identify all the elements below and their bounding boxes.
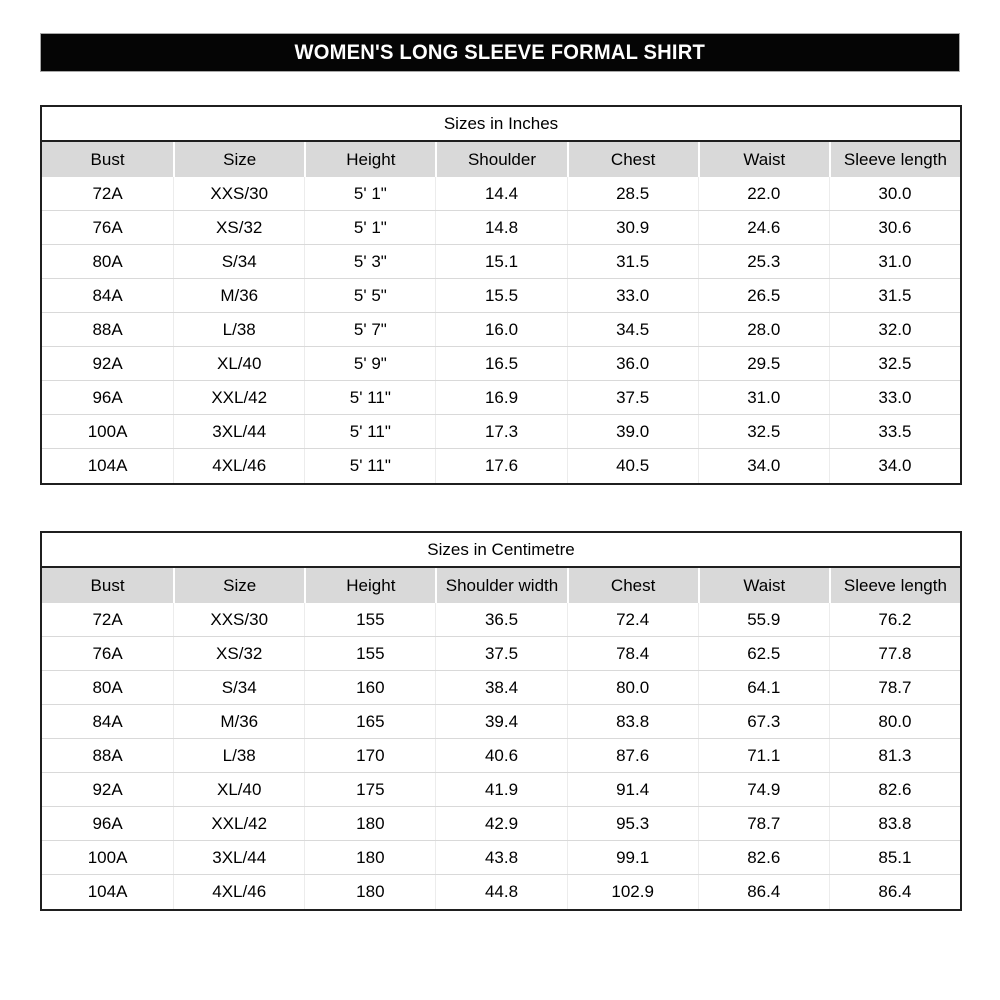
- size-table-inches: [40, 105, 962, 485]
- table-cell: 86.4: [829, 875, 960, 909]
- header-cell: Chest: [567, 568, 698, 603]
- table-cell: 80.0: [567, 671, 698, 704]
- table-cell: 25.3: [698, 245, 829, 278]
- table-cell: 74.9: [698, 773, 829, 806]
- table-cell: 88A: [92, 745, 123, 765]
- table-cell: 82.6: [698, 841, 829, 874]
- table-cell: 78.7: [829, 671, 960, 704]
- page-title: WOMEN'S LONG SLEEVE FORMAL SHIRT: [294, 40, 706, 64]
- table-cell: 36.0: [567, 347, 698, 380]
- table-cell: 38.4: [435, 671, 566, 704]
- table-cell: XL/40: [173, 347, 304, 380]
- table-cell: 92A: [92, 353, 123, 373]
- table-cell: 72A: [92, 609, 123, 629]
- table-cell: 34.0: [829, 449, 960, 483]
- table-row: [42, 279, 960, 313]
- table-cell: 180: [304, 807, 435, 840]
- table-cell: 180: [304, 841, 435, 874]
- table-cell: 37.5: [567, 381, 698, 414]
- table-cell: 30.0: [829, 177, 960, 210]
- table-cell: 3XL/44: [173, 415, 304, 448]
- table-cell: 155: [304, 637, 435, 670]
- table-row: [42, 603, 960, 637]
- table-cell: 92A: [92, 779, 123, 799]
- header-row: [42, 568, 960, 603]
- table-cell: 40.5: [567, 449, 698, 483]
- table-cell: 30.6: [829, 211, 960, 244]
- table-cell: 26.5: [698, 279, 829, 312]
- table-cell: XL/40: [173, 773, 304, 806]
- table-cell: M/36: [173, 279, 304, 312]
- table-body: [42, 603, 960, 909]
- table-cell: XXL/42: [173, 381, 304, 414]
- table-cell: 102.9: [567, 875, 698, 909]
- header-cell: Shoulder width: [435, 568, 566, 603]
- table-cell: 175: [304, 773, 435, 806]
- table-cell: 85.1: [829, 841, 960, 874]
- table-cell: 5' 1": [304, 211, 435, 244]
- header-cell: Height: [304, 568, 435, 603]
- table-cell: 76A: [92, 217, 123, 237]
- table-cell: 5' 1": [304, 177, 435, 210]
- table-cell: 37.5: [435, 637, 566, 670]
- table-cell: 78.4: [567, 637, 698, 670]
- table-cell: 29.5: [698, 347, 829, 380]
- table-row: [42, 449, 960, 483]
- table-cell: 83.8: [829, 807, 960, 840]
- table-cell: 4XL/46: [173, 449, 304, 483]
- table-cell: 15.5: [435, 279, 566, 312]
- header-row: [42, 142, 960, 177]
- table-cell: 16.5: [435, 347, 566, 380]
- table-row: [42, 739, 960, 773]
- table-row: [42, 313, 960, 347]
- table-cell: 16.0: [435, 313, 566, 346]
- table-cell: 165: [304, 705, 435, 738]
- table-cell: 5' 11": [304, 381, 435, 414]
- table-cell: 39.4: [435, 705, 566, 738]
- table-row: [42, 807, 960, 841]
- table-body: [42, 177, 960, 483]
- table-cell: 42.9: [435, 807, 566, 840]
- table-cell: 31.5: [829, 279, 960, 312]
- header-cell: Sleeve length: [829, 142, 960, 177]
- table-cell: 34.5: [567, 313, 698, 346]
- table-cell: 32.5: [829, 347, 960, 380]
- table-row: [42, 381, 960, 415]
- header-cell: Sleeve length: [829, 568, 960, 603]
- table-cell: 33.0: [829, 381, 960, 414]
- table-cell: 55.9: [698, 603, 829, 636]
- table-cell: 77.8: [829, 637, 960, 670]
- table-row: [42, 773, 960, 807]
- table-cell: XS/32: [173, 637, 304, 670]
- table-cell: 31.5: [567, 245, 698, 278]
- table-cell: 80A: [92, 677, 123, 697]
- header-cell: Height: [304, 142, 435, 177]
- table-cell: XXL/42: [173, 807, 304, 840]
- table-cell: 14.4: [435, 177, 566, 210]
- table-cell: 84A: [92, 711, 123, 731]
- title-banner: [40, 33, 960, 72]
- table-row: [42, 211, 960, 245]
- table-cell: 100A: [87, 421, 128, 441]
- header-cell: Shoulder: [435, 142, 566, 177]
- table-cell: 28.5: [567, 177, 698, 210]
- table-cell: 43.8: [435, 841, 566, 874]
- header-cell: Bust: [90, 575, 125, 595]
- table-cell: 3XL/44: [173, 841, 304, 874]
- table-cell: 81.3: [829, 739, 960, 772]
- table-cell: 30.9: [567, 211, 698, 244]
- table-cell: 5' 5": [304, 279, 435, 312]
- table-cell: 95.3: [567, 807, 698, 840]
- table-cell: 91.4: [567, 773, 698, 806]
- table-title: Sizes in Inches: [42, 107, 960, 142]
- table-cell: S/34: [173, 245, 304, 278]
- table-cell: 16.9: [435, 381, 566, 414]
- table-cell: S/34: [173, 671, 304, 704]
- table-row: [42, 705, 960, 739]
- table-cell: 15.1: [435, 245, 566, 278]
- table-cell: 5' 7": [304, 313, 435, 346]
- table-cell: 28.0: [698, 313, 829, 346]
- table-cell: 86.4: [698, 875, 829, 909]
- table-cell: 31.0: [698, 381, 829, 414]
- table-cell: 24.6: [698, 211, 829, 244]
- table-cell: 72A: [92, 183, 123, 203]
- table-cell: 78.7: [698, 807, 829, 840]
- table-cell: 76.2: [829, 603, 960, 636]
- header-cell: Size: [173, 568, 304, 603]
- table-cell: 33.0: [567, 279, 698, 312]
- header-cell: Waist: [698, 142, 829, 177]
- table-cell: 22.0: [698, 177, 829, 210]
- table-cell: 96A: [92, 387, 123, 407]
- table-cell: 5' 9": [304, 347, 435, 380]
- table-cell: 99.1: [567, 841, 698, 874]
- table-cell: XXS/30: [173, 177, 304, 210]
- table-cell: 104A: [87, 456, 128, 475]
- table-cell: 76A: [92, 643, 123, 663]
- table-cell: 32.0: [829, 313, 960, 346]
- header-cell: Chest: [567, 142, 698, 177]
- table-title: Sizes in Centimetre: [42, 533, 960, 568]
- table-row: [42, 841, 960, 875]
- table-cell: 31.0: [829, 245, 960, 278]
- header-cell: Size: [173, 142, 304, 177]
- table-cell: 67.3: [698, 705, 829, 738]
- table-cell: 40.6: [435, 739, 566, 772]
- table-cell: 170: [304, 739, 435, 772]
- table-cell: 104A: [87, 882, 128, 901]
- table-row: [42, 875, 960, 909]
- table-cell: 41.9: [435, 773, 566, 806]
- table-cell: 87.6: [567, 739, 698, 772]
- table-cell: XS/32: [173, 211, 304, 244]
- table-cell: L/38: [173, 313, 304, 346]
- table-cell: 4XL/46: [173, 875, 304, 909]
- table-cell: 33.5: [829, 415, 960, 448]
- table-cell: 82.6: [829, 773, 960, 806]
- table-row: [42, 671, 960, 705]
- table-cell: 34.0: [698, 449, 829, 483]
- table-cell: 14.8: [435, 211, 566, 244]
- table-row: [42, 637, 960, 671]
- table-cell: 5' 3": [304, 245, 435, 278]
- table-cell: 72.4: [567, 603, 698, 636]
- table-cell: 5' 11": [304, 415, 435, 448]
- table-cell: 84A: [92, 285, 123, 305]
- table-cell: 5' 11": [304, 449, 435, 483]
- table-cell: 96A: [92, 813, 123, 833]
- table-cell: 80.0: [829, 705, 960, 738]
- table-cell: M/36: [173, 705, 304, 738]
- table-row: [42, 347, 960, 381]
- table-row: [42, 177, 960, 211]
- table-cell: 100A: [87, 847, 128, 867]
- table-cell: 17.3: [435, 415, 566, 448]
- header-cell: Bust: [90, 149, 125, 169]
- header-cell: Waist: [698, 568, 829, 603]
- table-cell: 44.8: [435, 875, 566, 909]
- table-cell: 71.1: [698, 739, 829, 772]
- size-table-cm: [40, 531, 962, 911]
- table-cell: 160: [304, 671, 435, 704]
- table-row: [42, 415, 960, 449]
- table-cell: 39.0: [567, 415, 698, 448]
- table-cell: 80A: [92, 251, 123, 271]
- table-cell: 180: [304, 875, 435, 909]
- table-cell: 64.1: [698, 671, 829, 704]
- table-cell: 155: [304, 603, 435, 636]
- table-cell: 83.8: [567, 705, 698, 738]
- table-row: [42, 245, 960, 279]
- table-cell: 88A: [92, 319, 123, 339]
- table-cell: XXS/30: [173, 603, 304, 636]
- table-cell: 62.5: [698, 637, 829, 670]
- table-cell: L/38: [173, 739, 304, 772]
- table-cell: 36.5: [435, 603, 566, 636]
- table-cell: 17.6: [435, 449, 566, 483]
- table-cell: 32.5: [698, 415, 829, 448]
